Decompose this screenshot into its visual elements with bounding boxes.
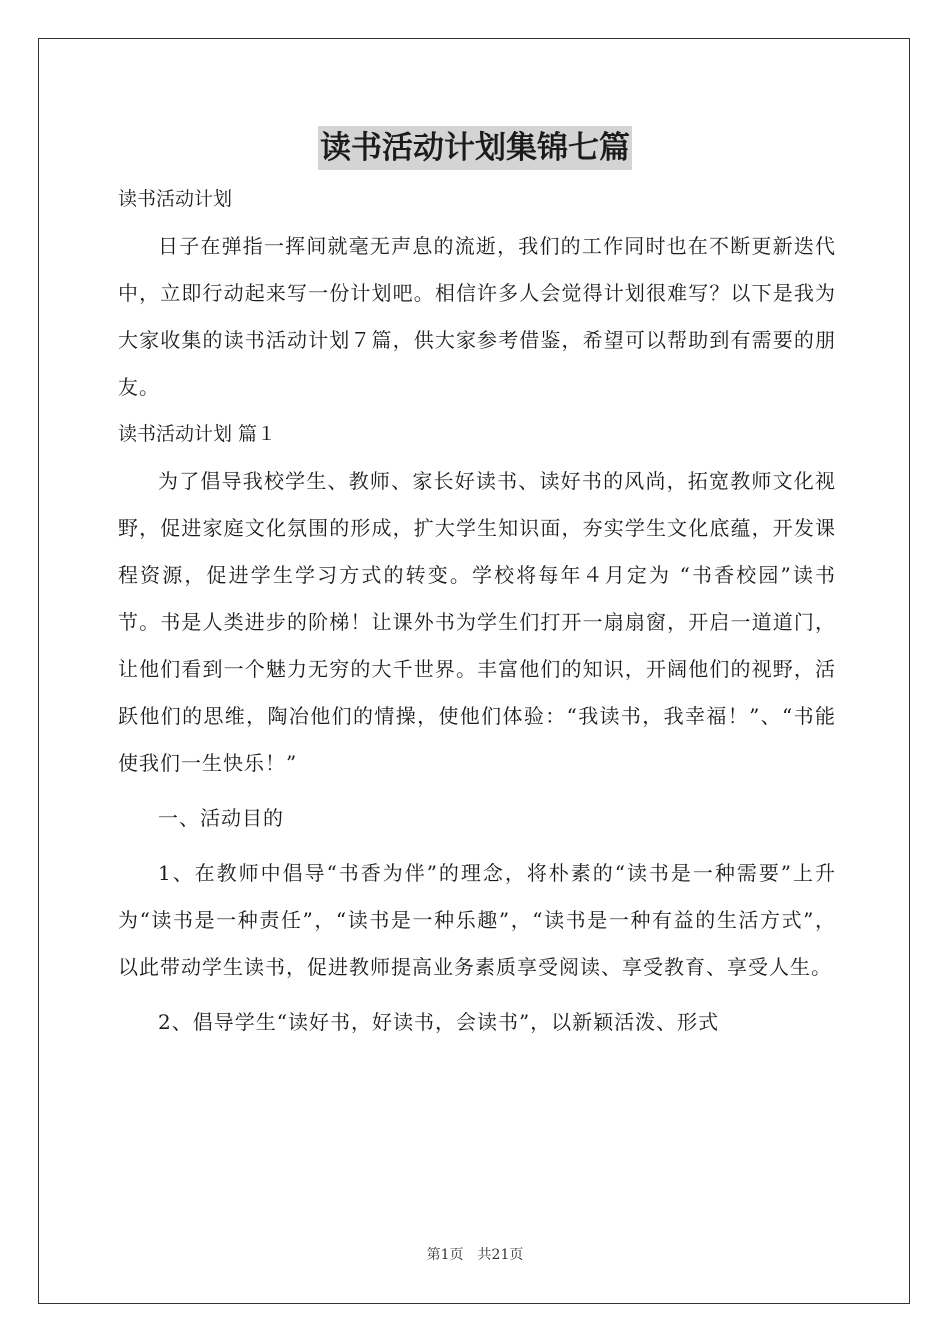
document-title: 读书活动计划集锦七篇 [318,126,632,170]
title-container [0,126,950,170]
current-page-number: 第1页 [426,1247,464,1263]
document-body [118,176,836,1046]
section-title: 读书活动计划 篇１ [118,423,277,445]
objective-item-1: 1、在教师中倡导“书香为伴”的理念，将朴素的“读书是一种需要”上升为“读书是一种责任”，“读书是一种乐趣”，“读书是一种有益的生活方式”，以此带动学生读书，促进教师提高业务素质享受阅读、享受教育、享受人生。 [118,861,836,979]
subtitle: 读书活动计划 [118,188,233,210]
total-pages: 共21页 [477,1247,524,1263]
objective-item-2: 2、倡导学生“读好书，好读书，会读书”，以新颖活泼、形式 [158,1010,720,1034]
objectives-heading: 一、活动目的 [158,806,284,830]
section-paragraph: 为了倡导我校学生、教师、家长好读书、读好书的风尚，拓宽教师文化视野，促进家庭文化氛围的形成，扩大学生知识面，夯实学生文化底蕴，开发课程资源，促进学生学习方式的转变。学校将每年４月定为 “书香校园”读书节。书是人类进步的阶梯！让课外书为学生们打开一扇扇窗，开启一道道门，让他们看到一个魅力无穷的大千世界。丰富他们的知识，开阔他们的视野，活跃他们的思维，陶冶他们的情操，使他们体验：“我读书，我幸福！”、“书能使我们一生快乐！” [118,469,836,775]
page-footer [0,1244,950,1264]
intro-paragraph: 日子在弹指一挥间就毫无声息的流逝，我们的工作同时也在不断更新迭代中，立即行动起来写一份计划吧。相信许多人会觉得计划很难写？以下是我为大家收集的读书活动计划７篇，供大家参考借鉴，希望可以帮助到有需要的朋友。 [118,234,836,399]
